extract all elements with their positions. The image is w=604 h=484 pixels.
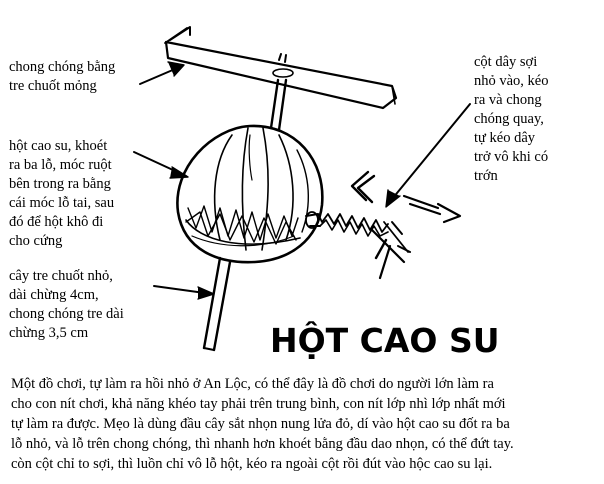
sketch-title-text: HỘT CAO SU <box>270 321 500 360</box>
label-bamboo-stick: cây tre chuốt nhỏ, dài chừng 4cm, chong chóng tre dài chừng 3,5 cm <box>9 268 124 341</box>
motion-chevron-left <box>352 172 374 202</box>
arrow-string <box>386 104 470 207</box>
sketch-title <box>270 320 500 360</box>
rubber-seed <box>177 126 322 262</box>
motion-arrow-right <box>404 196 460 222</box>
caption-paragraph: Một đồ chơi, tự làm ra hồi nhỏ ở An Lộc, có thể đây là đồ chơi do người lớn làm ra cho con nít chơi, khả năng khéo tay phải trên trung bình, con nít lớp nhì lớp nhất mới tự làm ra được. Mẹo là dùng đầu cây sắt nhọn nung lửa đỏ, dí vào hột cao su đốt ra ba lỗ nhỏ, và lỗ trên chong chóng, thì nhanh hơn khoét bằng đầu dao nhọn, có thể đứt tay. còn cột chỉ to sợi, thì luồn chỉ vô lỗ hột, kéo ra ngoài cột rồi đút vào hộc cao su lại. <box>11 376 514 472</box>
pull-handle <box>372 222 410 278</box>
label-string: cột dây sợi nhỏ vào, kéo ra và chong chóng quay, tự kéo dây trở vô khi có trớn <box>474 54 549 184</box>
label-propeller: chong chóng bằng tre chuốt mỏng <box>9 59 116 94</box>
label-rubber-seed: hột cao su, khoét ra ba lỗ, móc ruột bên trong ra bằng cái móc lỗ tai, sau đó để hột khô đi cho cứng <box>9 138 115 249</box>
bottom-stick <box>204 258 230 350</box>
propeller-blade <box>165 27 396 108</box>
wound-string <box>186 206 298 246</box>
